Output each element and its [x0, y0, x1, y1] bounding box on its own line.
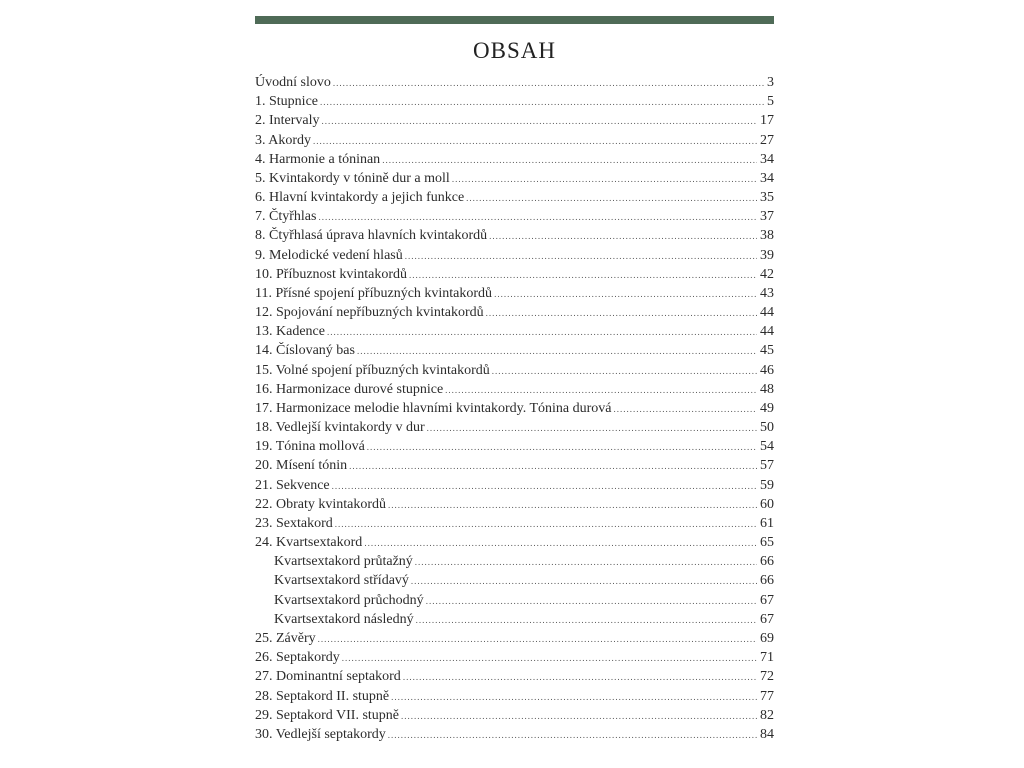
- toc-entry-page-number: 49: [760, 400, 774, 416]
- toc-dot-leader: [332, 477, 757, 496]
- toc-entry-label: 20. Mísení tónin: [255, 458, 348, 474]
- toc-entry: [255, 725, 774, 744]
- toc-entry: [255, 188, 774, 207]
- toc-entry-page-number: 34: [760, 151, 774, 167]
- toc-subentry: [255, 591, 774, 610]
- toc-dot-leader: [313, 132, 757, 151]
- toc-entry-page-number: 42: [760, 266, 774, 282]
- toc-entry: [255, 246, 774, 265]
- toc-entry: [255, 380, 774, 399]
- toc-dot-leader: [489, 227, 757, 246]
- toc-dot-leader: [322, 112, 757, 131]
- toc-entry-label: 7. Čtyřhlas: [255, 209, 317, 225]
- toc-entry-page-number: 54: [760, 439, 774, 455]
- toc-dot-leader: [427, 419, 757, 438]
- toc-entry-page-number: 44: [760, 324, 774, 340]
- toc-dot-leader: [426, 592, 757, 611]
- toc-entry-page-number: 34: [760, 170, 774, 186]
- toc-dot-leader: [364, 534, 757, 553]
- toc-entry-label: 2. Intervaly: [255, 113, 320, 129]
- toc-entry-label: 28. Septakord II. stupně: [255, 688, 390, 704]
- toc-entry-label: Kvartsextakord průchodný: [274, 592, 424, 608]
- toc-entry-page-number: 61: [760, 515, 774, 531]
- toc-entry: [255, 73, 774, 92]
- toc-dot-leader: [333, 74, 764, 93]
- toc-dot-leader: [357, 342, 757, 361]
- toc-dot-leader: [405, 247, 757, 266]
- toc-dot-leader: [382, 151, 757, 170]
- toc-entry: [255, 456, 774, 475]
- toc-entry: [255, 92, 774, 111]
- toc-dot-leader: [318, 630, 757, 649]
- toc-dot-leader: [492, 362, 757, 381]
- toc-dot-leader: [466, 189, 757, 208]
- toc-entry: [255, 265, 774, 284]
- toc-entry-label: 19. Tónina mollová: [255, 439, 365, 455]
- toc-dot-leader: [445, 381, 757, 400]
- toc-entry-label: 25. Závěry: [255, 630, 316, 646]
- toc-dot-leader: [416, 611, 757, 630]
- toc-entry-page-number: 35: [760, 190, 774, 206]
- toc-entry-page-number: 59: [760, 477, 774, 493]
- toc-entry-label: 4. Harmonie a tóninan: [255, 151, 381, 167]
- toc-entry-page-number: 43: [760, 285, 774, 301]
- toc-entry: [255, 226, 774, 245]
- toc-entry-page-number: 66: [760, 554, 774, 570]
- toc-dot-leader: [391, 688, 757, 707]
- toc-dot-leader: [388, 496, 757, 515]
- toc-entry-label: 17. Harmonizace melodie hlavními kvintakordy. Tónina durová: [255, 400, 612, 416]
- toc-dot-leader: [335, 515, 757, 534]
- toc-entry-label: 5. Kvintakordy v tónině dur a moll: [255, 170, 450, 186]
- toc-entry-page-number: 37: [760, 209, 774, 225]
- toc-entry: [255, 514, 774, 533]
- page-title: OBSAH: [473, 38, 556, 63]
- toc-entry-page-number: 67: [760, 611, 774, 627]
- header-bar: [255, 16, 774, 24]
- toc-entry-page-number: 72: [760, 669, 774, 685]
- toc-entry: [255, 648, 774, 667]
- table-of-contents: [255, 73, 774, 744]
- toc-entry-label: 29. Septakord VII. stupně: [255, 707, 399, 723]
- toc-dot-leader: [401, 707, 757, 726]
- toc-entry-page-number: 38: [760, 228, 774, 244]
- toc-entry-label: 18. Vedlejší kvintakordy v dur: [255, 420, 425, 436]
- toc-entry-page-number: 69: [760, 630, 774, 646]
- toc-entry-label: 22. Obraty kvintakordů: [255, 496, 387, 512]
- toc-entry-label: 6. Hlavní kvintakordy a jejich funkce: [255, 190, 465, 206]
- toc-dot-leader: [452, 170, 757, 189]
- toc-entry-page-number: 48: [760, 381, 774, 397]
- toc-entry-label: 27. Dominantní septakord: [255, 669, 401, 685]
- toc-entry-label: 11. Přísné spojení příbuzných kvintakordů: [255, 285, 493, 301]
- toc-entry-page-number: 71: [760, 650, 774, 666]
- toc-entry-label: 3. Akordy: [255, 132, 311, 148]
- toc-dot-leader: [388, 726, 757, 745]
- toc-entry-label: 1. Stupnice: [255, 94, 318, 110]
- toc-subentry: [255, 571, 774, 590]
- toc-entry: [255, 533, 774, 552]
- toc-entry-page-number: 67: [760, 592, 774, 608]
- toc-dot-leader: [494, 285, 757, 304]
- toc-entry-page-number: 66: [760, 573, 774, 589]
- toc-entry-label: 30. Vedlejší septakordy: [255, 726, 386, 742]
- toc-dot-leader: [409, 266, 757, 285]
- toc-entry-label: 15. Volné spojení příbuzných kvintakordů: [255, 362, 490, 378]
- toc-dot-leader: [349, 457, 757, 476]
- toc-entry-page-number: 44: [760, 305, 774, 321]
- toc-entry-page-number: 3: [767, 75, 774, 90]
- toc-entry-label: 24. Kvartsextakord: [255, 535, 363, 551]
- toc-entry-page-number: 65: [760, 535, 774, 551]
- toc-entry-label: 9. Melodické vedení hlasů: [255, 247, 403, 263]
- toc-dot-leader: [415, 553, 757, 572]
- toc-entry-page-number: 57: [760, 458, 774, 474]
- toc-entry-label: 8. Čtyřhlasá úprava hlavních kvintakordů: [255, 228, 488, 244]
- toc-entry-page-number: 46: [760, 362, 774, 378]
- toc-entry: [255, 284, 774, 303]
- toc-entry-page-number: 39: [760, 247, 774, 263]
- toc-entry-page-number: 82: [760, 707, 774, 723]
- toc-entry: [255, 706, 774, 725]
- toc-entry-page-number: 84: [760, 726, 774, 742]
- toc-subentry: [255, 552, 774, 571]
- toc-dot-leader: [403, 668, 757, 687]
- toc-entry-label: 12. Spojování nepříbuzných kvintakordů: [255, 305, 484, 321]
- toc-entry: [255, 131, 774, 150]
- toc-dot-leader: [342, 649, 757, 668]
- toc-entry-label: 26. Septakordy: [255, 650, 340, 666]
- toc-entry-page-number: 5: [767, 94, 774, 110]
- toc-entry: [255, 629, 774, 648]
- toc-dot-leader: [327, 323, 757, 342]
- toc-entry: [255, 418, 774, 437]
- toc-entry-label: Kvartsextakord střídavý: [274, 573, 409, 589]
- toc-entry: [255, 111, 774, 130]
- toc-entry-page-number: 45: [760, 343, 774, 359]
- toc-entry-page-number: 17: [760, 113, 774, 129]
- toc-dot-leader: [318, 208, 757, 227]
- toc-dot-leader: [367, 438, 757, 457]
- toc-dot-leader: [320, 93, 764, 112]
- toc-entry-label: 16. Harmonizace durové stupnice: [255, 381, 444, 397]
- toc-entry-label: Kvartsextakord následný: [274, 611, 414, 627]
- toc-entry-label: 10. Příbuznost kvintakordů: [255, 266, 408, 282]
- toc-entry: [255, 476, 774, 495]
- toc-entry: [255, 341, 774, 360]
- toc-entry-label: 14. Číslovaný bas: [255, 343, 355, 359]
- toc-entry: [255, 495, 774, 514]
- toc-dot-leader: [614, 400, 757, 419]
- toc-entry-page-number: 60: [760, 496, 774, 512]
- toc-entry-label: Úvodní slovo: [255, 75, 331, 90]
- toc-entry: [255, 437, 774, 456]
- toc-entry: [255, 150, 774, 169]
- toc-entry-page-number: 77: [760, 688, 774, 704]
- toc-entry-label: 13. Kadence: [255, 324, 325, 340]
- toc-entry: [255, 687, 774, 706]
- toc-entry-page-number: 27: [760, 132, 774, 148]
- toc-entry: [255, 399, 774, 418]
- toc-entry: [255, 303, 774, 322]
- toc-dot-leader: [486, 304, 757, 323]
- toc-entry-label: Kvartsextakord průtažný: [274, 554, 413, 570]
- toc-entry-page-number: 50: [760, 420, 774, 436]
- toc-entry: [255, 207, 774, 226]
- toc-entry: [255, 361, 774, 380]
- toc-subentry: [255, 610, 774, 629]
- toc-entry: [255, 667, 774, 686]
- toc-entry-label: 23. Sextakord: [255, 515, 333, 531]
- toc-entry: [255, 322, 774, 341]
- toc-dot-leader: [411, 572, 757, 591]
- toc-entry: [255, 169, 774, 188]
- toc-entry-label: 21. Sekvence: [255, 477, 330, 493]
